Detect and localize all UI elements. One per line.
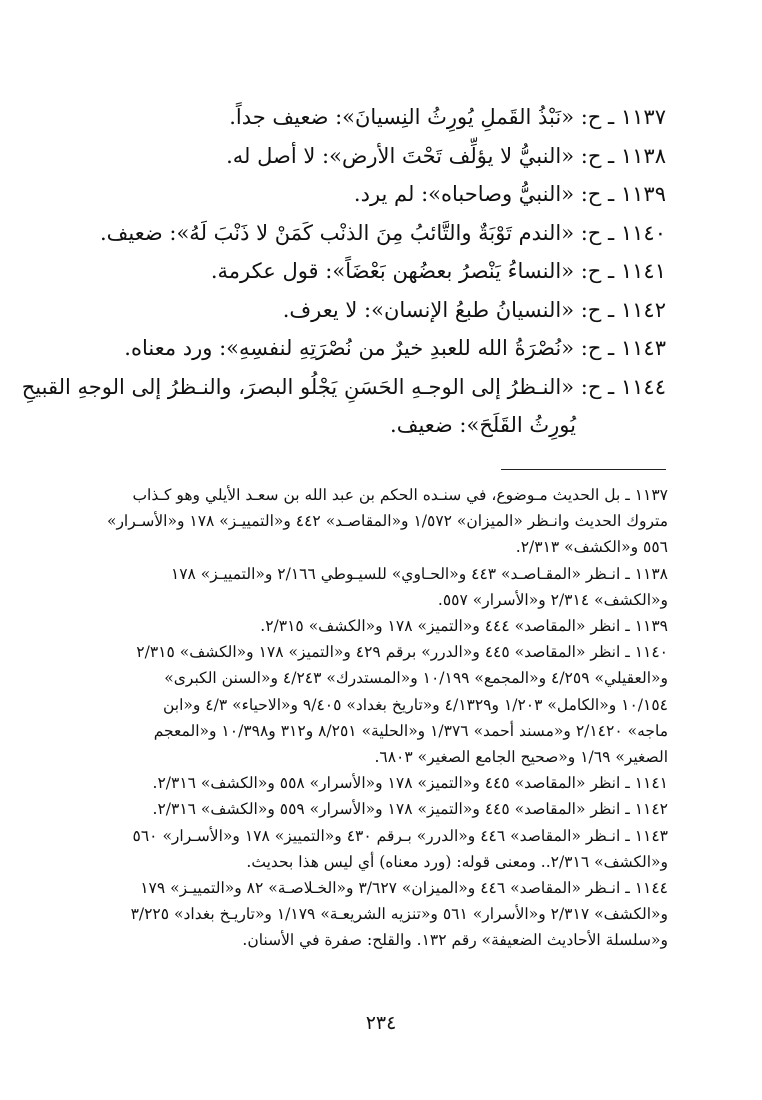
footnote-1144 xyxy=(110,875,668,954)
footnote-1139 xyxy=(110,613,668,639)
footnote-line: و«سلسلة الأحاديث الضعيفة» رقم ١٣٢. والقلح: صفرة في الأسنان. xyxy=(242,931,668,950)
footnote-line: ١٠/١٥٤ و«الكامل» ١/٢٠٣ و٤/١٣٢٩ و«تاريخ بغداد» ٩/٤٠٥ و«الاحياء» ٤/٣ و«ابن xyxy=(162,695,668,714)
footnote-line: ١١٣٨ ـ انـظر «المقـاصـد» ٤٤٣ و«الحـاوي» للسيـوطي ٢/١٦٦ و«التمييـز» ١٧٨ xyxy=(170,564,668,583)
footnote-divider xyxy=(501,469,666,470)
footnote-line: ١١٤٢ ـ انظر «المقاصد» ٤٤٥ و«التميز» ١٧٨ و«الأسرار» ٥٥٩ و«الكشف» ٢/٣١٦. xyxy=(152,800,668,819)
footnote-1140 xyxy=(110,639,668,770)
footnote-line: ١١٤٣ ـ انـظر «المقاصد» ٤٤٦ و«الدرر» بـرقم ٤٣٠ و«التمييز» ١٧٨ و«الأسـرار» ٥٦٠ xyxy=(132,826,668,845)
hadith-entry-1137: ١١٣٧ ـ ح: «نَبْذُ القَملِ يُورِثُ النِسيانَ»: ضعيف جداً. xyxy=(229,105,666,129)
footnote-line: ماجه» ٢/١٤٢٠ و«مسند أحمد» ١/٣٧٦ و«الحلية» ٨/٢٥١ و٣١٢ و١٠/٣٩٨ و«المعجم xyxy=(153,721,668,740)
footnote-line: و«الكشف» ٢/٣١٤ و«الأسرار» ٥٥٧. xyxy=(437,590,668,609)
footnote-1141 xyxy=(110,770,668,796)
footnote-line: و«الكشف» ٢/٣١٧ و«الأسرار» ٥٦١ و«تنزيه الشريعـة» ١/١٧٩ و«تاريـخ بغداد» ٣/٢٢٥ xyxy=(130,905,668,924)
hadith-entry-1140: ١١٤٠ ـ ح: «الندم تَوْبَةٌ والتَّائبُ مِنَ الذنْب كَمَنْ لا ذَنْبَ لَهُ»: ضعيف. xyxy=(100,220,666,245)
footnote-1137 xyxy=(106,482,668,561)
footnote-line: و«الكشف» ٢/٣١٦.. ومعنى قوله: (ورد معناه) أي ليس هذا بحديث. xyxy=(246,852,668,871)
footnote-line: ١١٤٠ ـ انظر «المقاصد» ٤٤٥ و«الدرر» برقم ٤٢٩ و«التميز» ١٧٨ و«الكشف» ٢/٣١٥ xyxy=(136,643,668,662)
footnote-1143 xyxy=(110,823,668,875)
hadith-entry-1143: ١١٤٣ ـ ح: «نُصْرَةُ الله للعبدِ خيرٌ من نُصْرَتِهِ لنفسِهِ»: ورد معناه. xyxy=(124,336,666,360)
footnote-1142 xyxy=(110,796,668,822)
footnote-line: ٥٥٦ و«الكشف» ٢/٣١٣. xyxy=(515,538,668,557)
footnotes xyxy=(106,482,668,954)
footnote-1138 xyxy=(110,561,668,613)
footnote-line: ١١٤١ ـ انظر «المقاصد» ٤٤٥ و«التميز» ١٧٨ و«الأسرار» ٥٥٨ و«الكشف» ٢/٣١٦. xyxy=(152,774,668,793)
hadith-entry-1141: ١١٤١ ـ ح: «النساءُ يَنْصرُ بعضُهن بَعْضَاً»: قول عكرمة. xyxy=(210,259,666,283)
footnote-line: ١١٣٩ ـ انظر «المقاصد» ٤٤٤ و«التميز» ١٧٨ و«الكشف» ٢/٣١٥. xyxy=(260,617,668,636)
page-number: ٢٣٤ xyxy=(365,1012,397,1034)
hadith-entry-1139: ١١٣٩ ـ ح: «النبيُّ وصاحباه»: لم يرد. xyxy=(353,182,666,206)
hadith-entry-1142: ١١٤٢ ـ ح: «النسيانُ طبعُ الإنسان»: لا يعرف. xyxy=(282,297,666,322)
hadith-entry-1144-continuation: يُورِثُ القَلَحَ»: ضعيف. xyxy=(390,413,576,437)
hadith-entry-1144: ١١٤٤ ـ ح: «النـظرُ إلى الوجـهِ الحَسَنِ يَجْلُو البصرَ، والنـظرُ إلى الوجهِ القبيحِ xyxy=(21,374,666,399)
footnote-line: ١١٤٤ ـ انـظر «المقاصد» ٤٤٦ و«الميزان» ٣/٦٢٧ و«الخـلاصـة» ٨٢ و«التمييـز» ١٧٩ xyxy=(140,879,668,898)
footnote-line: و«العقيلي» ٤/٢٥٩ و«المجمع» ١٠/١٩٩ و«المستدرك» ٤/٢٤٣ و«السنن الكبرى» xyxy=(164,669,668,688)
hadith-entry-1138: ١١٣٨ ـ ح: «النبيُّ لا يؤلِّف تَحْتَ الأرض»: لا أصل له. xyxy=(226,143,666,168)
footnote-line: ١١٣٧ ـ بل الحديث مـوضوع، في سنـده الحكم بن عبد الله بن سعـد الأيلي وهو كـذاب xyxy=(132,486,668,504)
footnote-line: متروك الحديث وانـظر «الميزان» ١/٥٧٢ و«المقاصـد» ٤٤٢ و«التمييـز» ١٧٨ و«الأسـرار» xyxy=(106,512,668,531)
hadith-entries xyxy=(21,98,666,445)
footnote-line: الصغير» ١/٦٩ و«صحيح الجامع الصغير» ٦٨٠٣. xyxy=(374,748,668,767)
